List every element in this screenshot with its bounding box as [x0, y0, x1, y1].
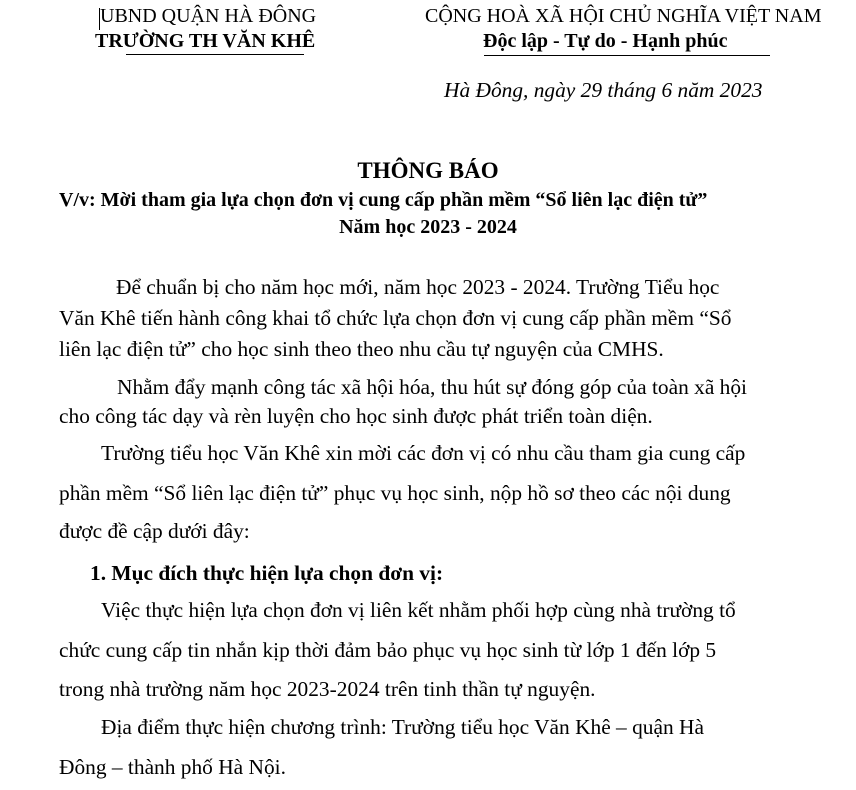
nation-name: CỘNG HOÀ XÃ HỘI CHỦ NGHĨA VIỆT NAM	[425, 5, 822, 27]
paragraph-line: được đề cập dưới đây:	[59, 519, 250, 543]
paragraph-line: Đông – thành phố Hà Nội.	[59, 755, 286, 779]
motto-underline	[484, 55, 770, 56]
paragraph-line: liên lạc điện tử” cho học sinh theo theo nhu cầu tự nguyện của CMHS.	[59, 337, 664, 361]
paragraph-line: trong nhà trường năm học 2023-2024 trên tinh thần tự nguyện.	[59, 677, 596, 701]
school-name-underline	[126, 54, 304, 55]
notice-title: THÔNG BÁO	[357, 158, 499, 183]
paragraph-line: Văn Khê tiến hành công khai tổ chức lựa chọn đơn vị cung cấp phần mềm “Sổ	[59, 306, 732, 330]
paragraph-line: Trường tiểu học Văn Khê xin mời các đơn vị có nhu cầu tham gia cung cấp	[101, 441, 746, 465]
date-line: Hà Đông, ngày 29 tháng 6 năm 2023	[444, 78, 763, 102]
school-name: TRƯỜNG TH VĂN KHÊ	[95, 30, 316, 52]
notice-subject: V/v: Mời tham gia lựa chọn đơn vị cung cấp phần mềm “Sổ liên lạc điện tử”	[59, 189, 708, 211]
school-year: Năm học 2023 - 2024	[339, 216, 517, 238]
authority-name: UBND QUẬN HÀ ĐÔNG	[100, 5, 317, 27]
section-heading: 1. Mục đích thực hiện lựa chọn đơn vị:	[90, 561, 444, 585]
paragraph-line: Nhằm đẩy mạnh công tác xã hội hóa, thu hút sự đóng góp của toàn xã hội	[117, 375, 747, 399]
national-motto: Độc lập - Tự do - Hạnh phúc	[483, 30, 728, 52]
paragraph-line: chức cung cấp tin nhắn kịp thời đảm bảo phục vụ học sinh từ lớp 1 đến lớp 5	[59, 638, 717, 662]
paragraph-line: Việc thực hiện lựa chọn đơn vị liên kết nhằm phối hợp cùng nhà trường tổ	[101, 598, 736, 622]
paragraph-line: phần mềm “Sổ liên lạc điện tử” phục vụ học sinh, nộp hồ sơ theo các nội dung	[59, 481, 731, 505]
paragraph-line: Địa điểm thực hiện chương trình: Trường tiểu học Văn Khê – quận Hà	[101, 715, 704, 739]
paragraph-line: cho công tác dạy và rèn luyện cho học sinh được phát triển toàn diện.	[59, 404, 653, 428]
paragraph-line: Để chuẩn bị cho năm học mới, năm học 2023 - 2024. Trường Tiểu học	[116, 275, 720, 299]
